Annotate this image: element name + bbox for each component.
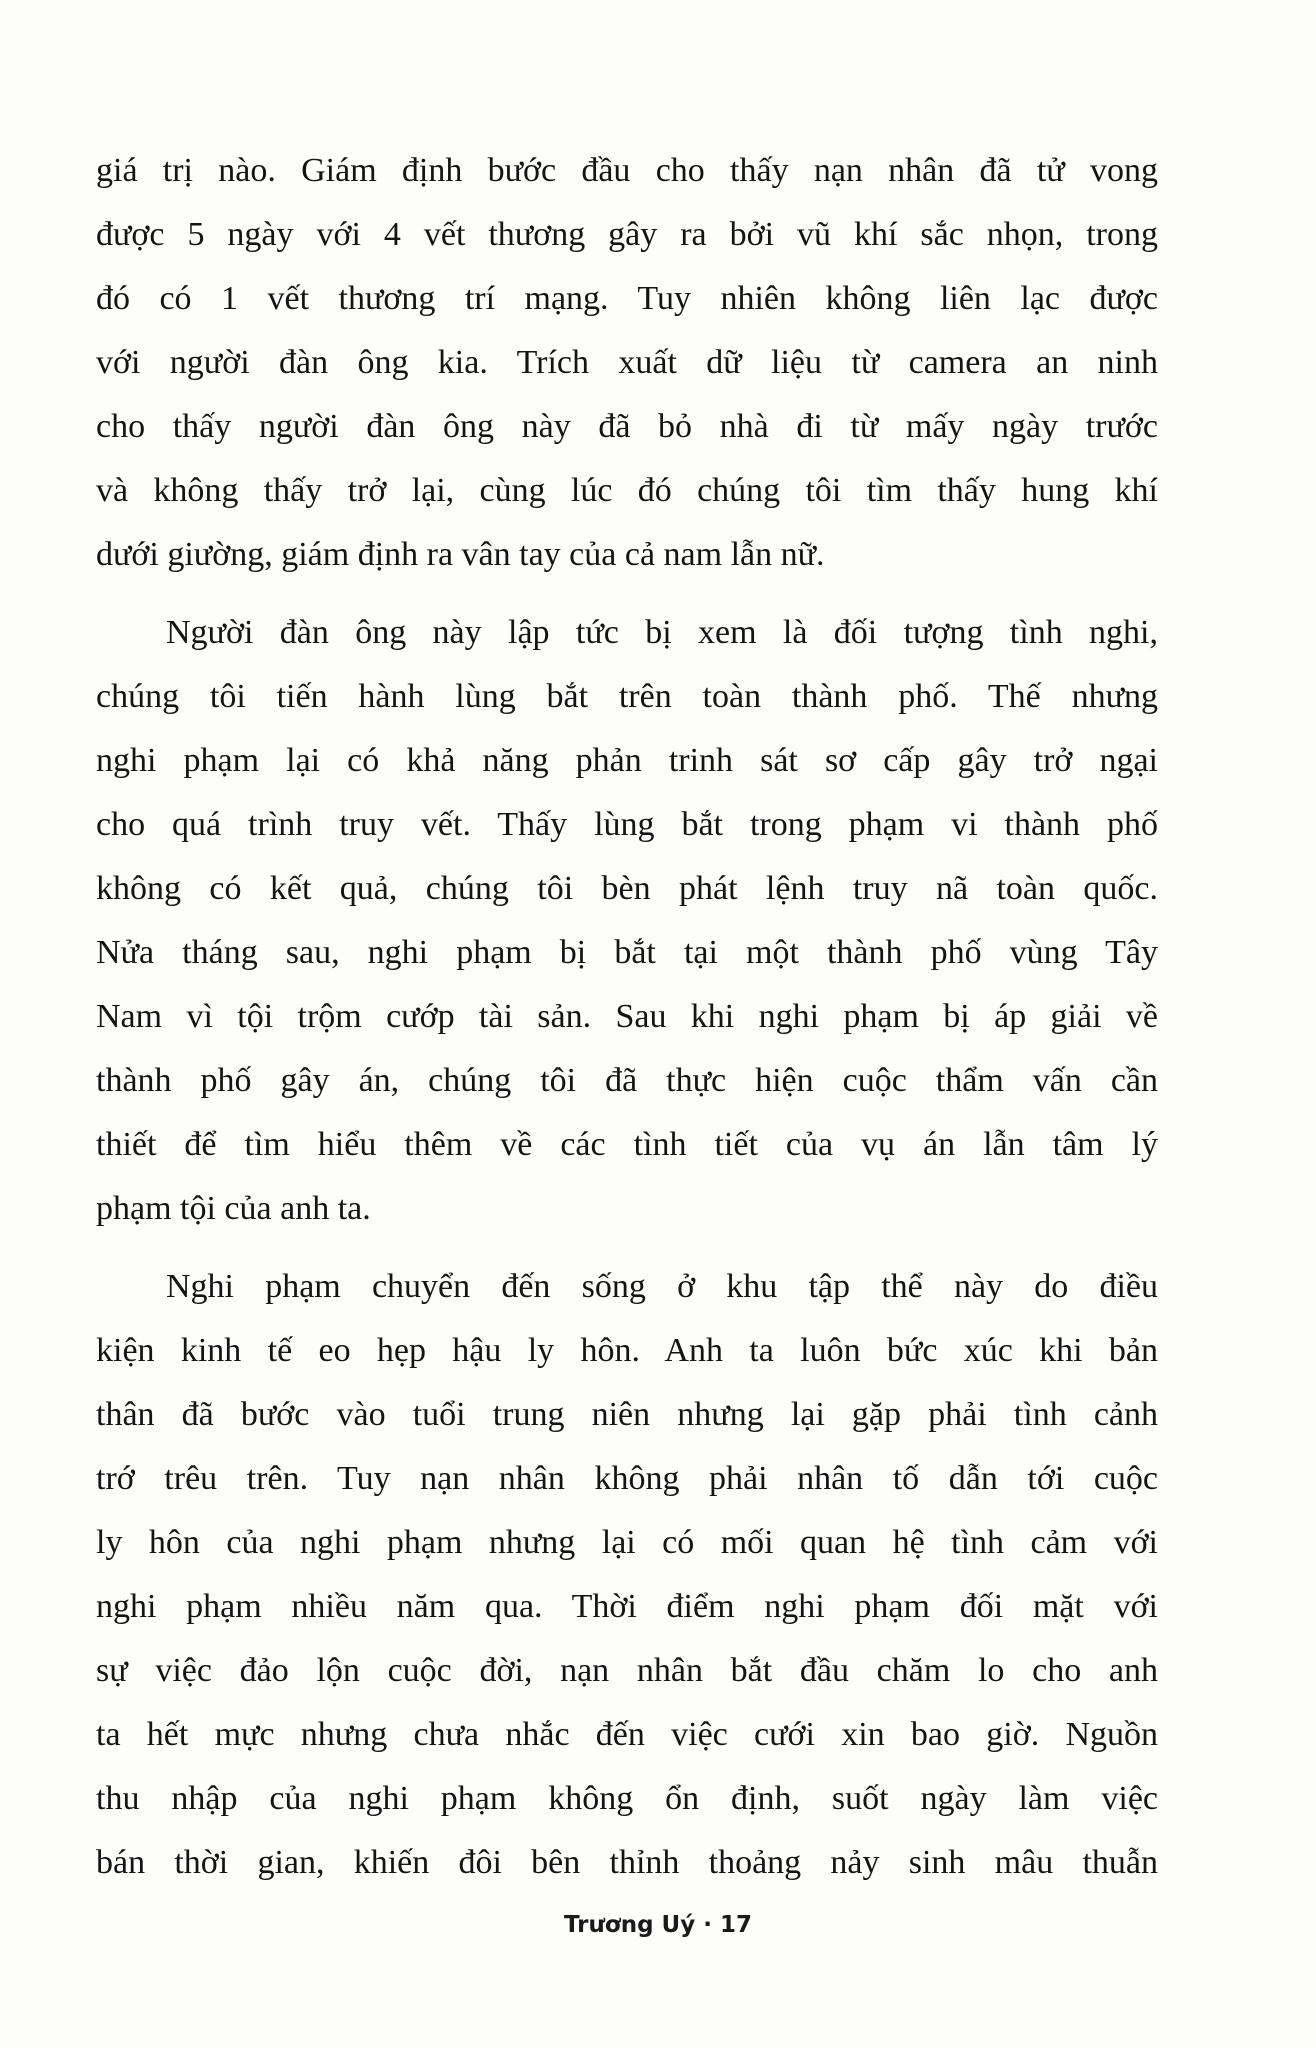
page-number: 17 [719, 1912, 752, 1938]
text-line: sự việc đảo lộn cuộc đời, nạn nhân bắt đầu chăm lo cho anh [96, 1652, 1158, 1689]
paragraph-2 [96, 601, 1158, 1241]
text-line: chúng tôi tiến hành lùng bắt trên toàn thành phố. Thế nhưng [96, 678, 1158, 715]
text-line: ly hôn của nghi phạm nhưng lại có mối quan hệ tình cảm với [96, 1524, 1158, 1561]
text-line: cho quá trình truy vết. Thấy lùng bắt trong phạm vi thành phố [96, 806, 1158, 843]
text-line: ta hết mực nhưng chưa nhắc đến việc cưới xin bao giờ. Nguồn [96, 1716, 1158, 1753]
text-line: bán thời gian, khiến đôi bên thỉnh thoảng nảy sinh mâu thuẫn [96, 1844, 1158, 1881]
page-footer [0, 1912, 1316, 1938]
text-line: được 5 ngày với 4 vết thương gây ra bởi vũ khí sắc nhọn, trong [96, 216, 1158, 253]
running-footer-author: Trương Uý [564, 1912, 696, 1938]
text-line: thu nhập của nghi phạm không ổn định, suốt ngày làm việc [96, 1780, 1158, 1817]
text-line: và không thấy trở lại, cùng lúc đó chúng tôi tìm thấy hung khí [96, 472, 1158, 509]
text-line: Nam vì tội trộm cướp tài sản. Sau khi nghi phạm bị áp giải về [96, 998, 1158, 1035]
text-line: nghi phạm lại có khả năng phản trinh sát sơ cấp gây trở ngại [96, 742, 1158, 779]
text-line: thành phố gây án, chúng tôi đã thực hiện cuộc thẩm vấn cần [96, 1062, 1158, 1099]
text-line: Nửa tháng sau, nghi phạm bị bắt tại một thành phố vùng Tây [96, 934, 1158, 971]
text-line: dưới giường, giám định ra vân tay của cả nam lẫn nữ. [96, 536, 825, 573]
text-line: trớ trêu trên. Tuy nạn nhân không phải nhân tố dẫn tới cuộc [96, 1460, 1158, 1497]
text-line: nghi phạm nhiều năm qua. Thời điểm nghi phạm đối mặt với [96, 1588, 1158, 1625]
paragraph-3 [96, 1255, 1158, 1895]
text-line: thân đã bước vào tuổi trung niên nhưng lại gặp phải tình cảnh [96, 1396, 1158, 1433]
text-line: đó có 1 vết thương trí mạng. Tuy nhiên không liên lạc được [96, 280, 1158, 317]
text-line: thiết để tìm hiểu thêm về các tình tiết của vụ án lẫn tâm lý [96, 1126, 1158, 1163]
text-line: cho thấy người đàn ông này đã bỏ nhà đi từ mấy ngày trước [96, 408, 1158, 445]
page-body-text [96, 139, 1158, 1909]
text-line: giá trị nào. Giám định bước đầu cho thấy nạn nhân đã tử vong [96, 152, 1158, 189]
text-line: kiện kinh tế eo hẹp hậu ly hôn. Anh ta luôn bức xúc khi bản [96, 1332, 1158, 1369]
text-line: Người đàn ông này lập tức bị xem là đối tượng tình nghi, [166, 614, 1158, 651]
paragraph-1 [96, 139, 1158, 587]
footer-separator: · [703, 1912, 712, 1938]
text-line: phạm tội của anh ta. [96, 1190, 371, 1227]
text-line: không có kết quả, chúng tôi bèn phát lệnh truy nã toàn quốc. [96, 870, 1158, 907]
text-line: Nghi phạm chuyển đến sống ở khu tập thể này do điều [166, 1268, 1158, 1305]
text-line: với người đàn ông kia. Trích xuất dữ liệu từ camera an ninh [96, 344, 1158, 381]
